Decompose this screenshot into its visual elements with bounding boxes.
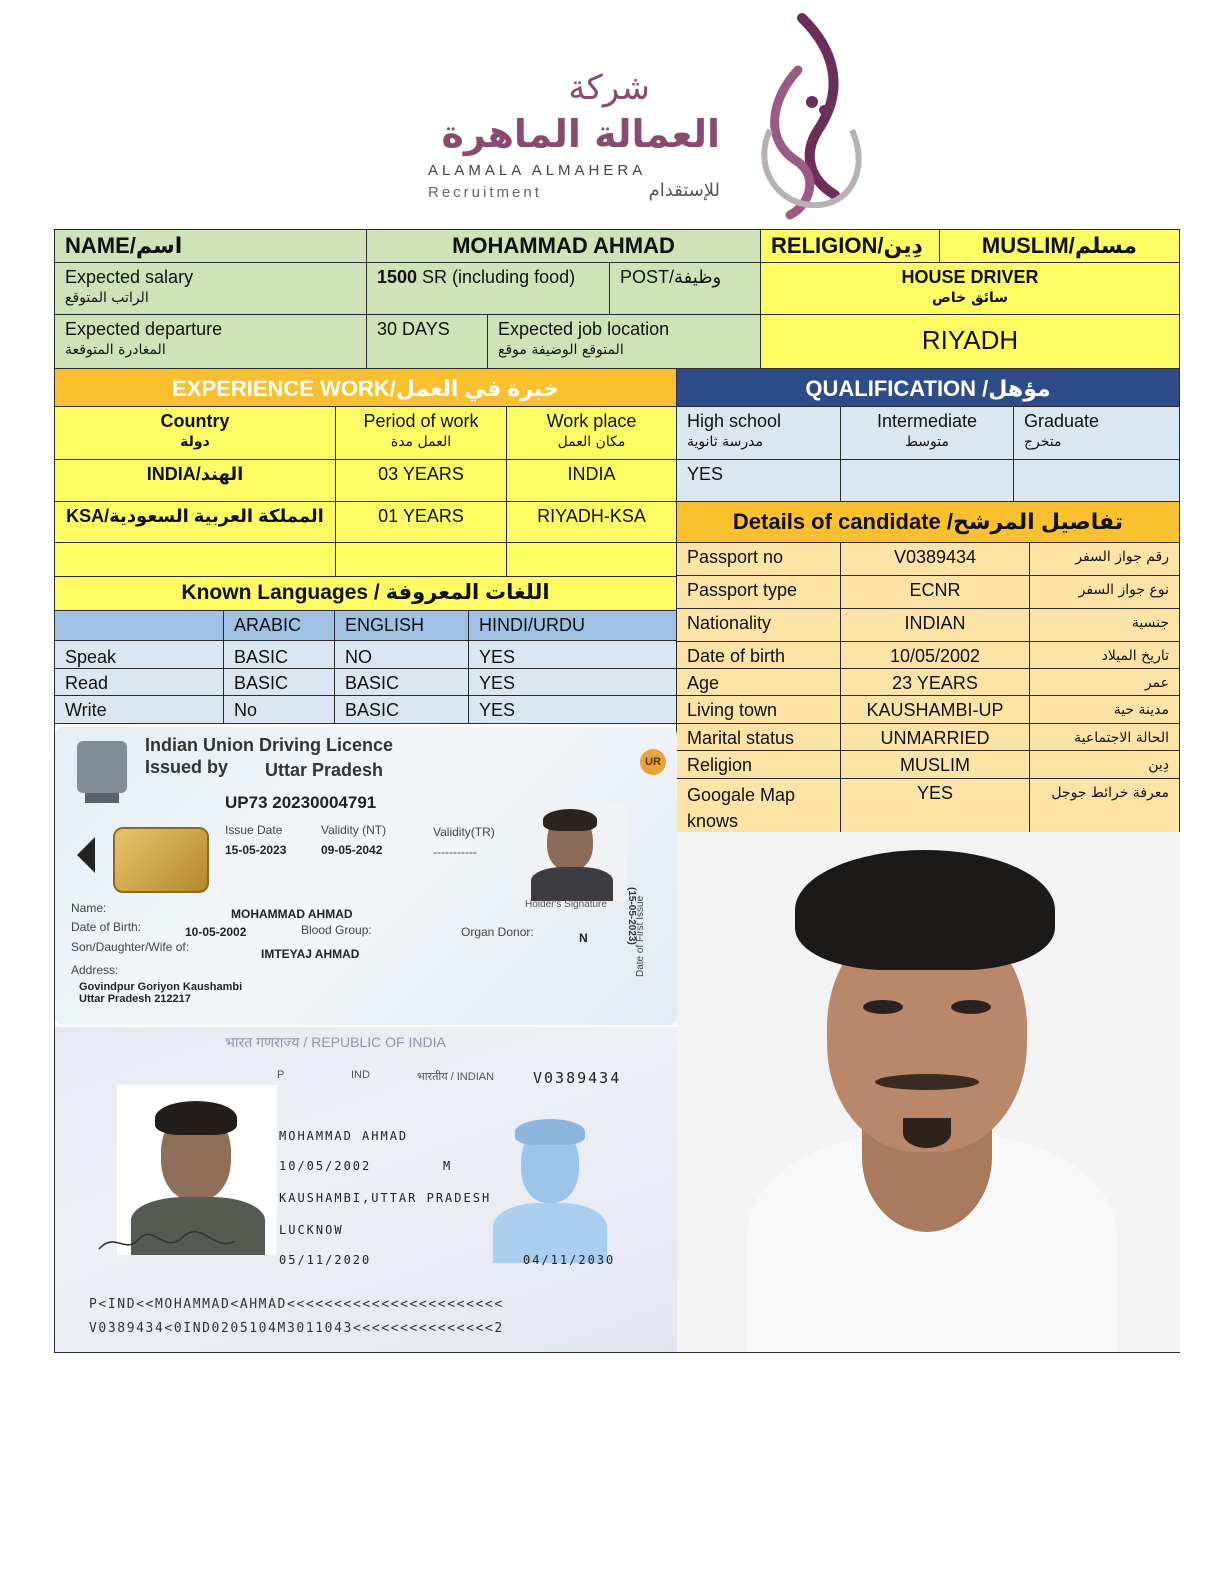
licence-validity-tr-label: Validity(TR) <box>433 825 495 839</box>
licence-organ-label: Organ Donor: <box>461 925 534 939</box>
details-row-1-arabic: رقم جواز السفر <box>1029 542 1180 576</box>
qual-header-graduate-en: Graduate <box>1024 411 1100 431</box>
candidate-hair <box>795 850 1055 970</box>
departure-label-cell <box>54 314 367 369</box>
details-row-1-label: Passport no <box>676 542 841 576</box>
passport-mrz-line1: P<IND<<MOHAMMAD<AHMAD<<<<<<<<<<<<<<<<<<<<<<< <box>89 1297 504 1312</box>
exp-header-country <box>54 406 336 460</box>
qual-header-intermediate-ar: متوسط <box>905 434 949 450</box>
licence-photo <box>517 805 627 901</box>
licence-address-label: Address: <box>71 963 119 977</box>
departure-value: 30 DAYS <box>366 314 488 369</box>
passport-image <box>55 1027 677 1352</box>
salary-label-ar: الراتب المتوقع <box>65 290 149 306</box>
licence-validity-nt: 09-05-2042 <box>321 843 383 857</box>
religion-value: MUSLIM/مسلم <box>939 229 1180 263</box>
lang-header-hindi-urdu: HINDI/URDU <box>468 610 677 641</box>
logo-arabic-line2: العمالة الماهرة <box>441 112 720 156</box>
experience-title: EXPERIENCE WORK/خبرة في العمل <box>54 368 677 407</box>
location-label: Expected job location <box>498 319 670 339</box>
licence-issue-date: 15-05-2023 <box>225 843 287 857</box>
qual-header-intermediate-en: Intermediate <box>876 411 978 431</box>
qual-value-intermediate <box>840 459 1014 502</box>
lang-skill-read: Read <box>54 668 224 696</box>
qual-header-graduate <box>1013 406 1180 460</box>
qual-header-highschool-ar: مدرسة ثانوية <box>687 434 763 450</box>
details-row-5-arabic: عمر <box>1029 668 1180 696</box>
exp-header-period-en: Period of work <box>363 411 479 431</box>
licence-blood-label: Blood Group: <box>301 923 372 937</box>
details-row-8-label: Religion <box>676 750 841 779</box>
details-title: Details of candidate /تفاصيل المرشح <box>676 501 1180 543</box>
licence-relation: IMTEYAJ AHMAD <box>261 947 360 961</box>
name-label: NAME/اسم <box>54 229 367 263</box>
logo-english-name: ALAMALA ALMAHERA <box>428 162 647 179</box>
exp-row-1-place: INDIA <box>506 459 677 502</box>
exp-row-3-period <box>335 542 507 577</box>
details-row-4-label: Date of birth <box>676 641 841 669</box>
licence-issue-label: Issue Date <box>225 823 283 837</box>
location-value: RIYADH <box>760 314 1180 369</box>
post-value-ar: سائق خاص <box>932 290 1008 306</box>
details-row-3-label: Nationality <box>676 608 841 642</box>
licence-chip-icon <box>113 827 209 893</box>
licence-name: MOHAMMAD AHMAD <box>231 907 353 921</box>
lang-read-hindi: YES <box>468 668 677 696</box>
licence-address-line2: Uttar Pradesh 212217 <box>79 993 191 1005</box>
passport-signature-icon <box>95 1225 245 1265</box>
details-row-6-arabic: مدينة حية <box>1029 695 1180 724</box>
ashoka-emblem-icon <box>67 733 137 811</box>
passport-given-names: MOHAMMAD AHMAD <box>279 1129 409 1143</box>
location-label-ar: المتوقع الوضيفة موقع <box>498 342 624 358</box>
passport-nationality: भारतीय / INDIAN <box>417 1071 495 1083</box>
exp-header-period <box>335 406 507 460</box>
licence-ur-badge: UR <box>640 749 666 775</box>
passport-place-birth: KAUSHAMBI,UTTAR PRADESH <box>279 1191 492 1205</box>
exp-header-place <box>506 406 677 460</box>
details-row-6-label: Living town <box>676 695 841 724</box>
details-row-5-label: Age <box>676 668 841 696</box>
departure-label-ar: المغادرة المتوقعة <box>65 342 166 358</box>
passport-type: P <box>277 1069 285 1081</box>
passport-ghost-photo <box>485 1107 615 1277</box>
lang-skill-speak: Speak <box>54 640 224 669</box>
qual-header-highschool <box>676 406 841 460</box>
qual-value-graduate <box>1013 459 1180 502</box>
salary-label: Expected salary <box>65 267 194 287</box>
exp-row-2-period: 01 YEARS <box>335 501 507 543</box>
lang-read-arabic: BASIC <box>223 668 335 696</box>
licence-address-line1: Govindpur Goriyon Kaushambi <box>79 981 243 993</box>
languages-title: Known Languages / اللغات المعروفة <box>54 576 677 611</box>
post-value: HOUSE DRIVER <box>901 267 1039 287</box>
logo-emblem-icon <box>740 10 880 225</box>
licence-issued-by: Issued by <box>145 757 229 777</box>
details-row-3-arabic: جنسية <box>1029 608 1180 642</box>
lang-skill-write: Write <box>54 695 224 724</box>
passport-header: भारत गणराज्य / REPUBLIC OF INDIA <box>225 1034 446 1050</box>
passport-code: IND <box>351 1069 370 1081</box>
passport-sex: M <box>443 1159 451 1173</box>
details-row-7-value: UNMARRIED <box>840 723 1030 751</box>
qual-header-intermediate <box>840 406 1014 460</box>
details-row-4-value: 10/05/2002 <box>840 641 1030 669</box>
salary-label-cell <box>54 262 367 315</box>
salary-note: SR (including food) <box>417 267 576 287</box>
exp-header-place-ar: مكان العمل <box>557 434 626 450</box>
details-row-2-arabic: نوع جواز السفر <box>1029 575 1180 609</box>
details-row-5-value: 23 YEARS <box>840 668 1030 696</box>
candidate-beard <box>903 1118 951 1148</box>
details-row-2-value: ECNR <box>840 575 1030 609</box>
lang-speak-hindi: YES <box>468 640 677 669</box>
religion-label: RELIGION/دِين <box>760 229 940 263</box>
location-label-cell <box>487 314 761 369</box>
details-row-7-arabic: الحالة الاجتماعية <box>1029 723 1180 751</box>
details-row-4-arabic: تاريخ الميلاد <box>1029 641 1180 669</box>
driving-licence-image <box>55 727 677 1025</box>
exp-header-country-ar: دولة <box>180 434 210 450</box>
licence-dob-label: Date of Birth: <box>71 920 142 934</box>
licence-name-label: Name: <box>71 901 107 915</box>
qual-value-highschool: YES <box>676 459 841 502</box>
lang-speak-english: NO <box>334 640 469 669</box>
qual-header-highschool-en: High school <box>687 411 782 431</box>
name-value: MOHAMMAD AHMAD <box>366 229 761 263</box>
details-row-3-value: INDIAN <box>840 608 1030 642</box>
licence-arrow-icon <box>77 837 95 873</box>
passport-dob: 10/05/2002 <box>279 1159 372 1173</box>
details-row-9-arabic: معرفة خرائط جوجل <box>1029 778 1180 833</box>
logo-arabic-line1: شركة <box>568 68 650 108</box>
exp-row-3-country <box>54 542 336 577</box>
lang-header-blank <box>54 610 224 641</box>
licence-holder-signature: Holder's Signature <box>525 899 607 910</box>
licence-number: UP73 20230004791 <box>225 793 377 812</box>
licence-validity-tr: ----------- <box>433 845 477 859</box>
qualification-title: QUALIFICATION /مؤهل <box>676 368 1180 407</box>
passport-number: V0389434 <box>533 1069 622 1087</box>
lang-read-english: BASIC <box>334 668 469 696</box>
exp-row-2-place: RIYADH-KSA <box>506 501 677 543</box>
lang-write-english: BASIC <box>334 695 469 724</box>
licence-first-issue-label: Date of First Issue <box>635 895 646 977</box>
exp-row-3-place <box>506 542 677 577</box>
details-row-9-value: YES <box>840 778 1030 833</box>
licence-organ-value: N <box>579 931 588 945</box>
exp-header-period-ar: العمل مدة <box>390 434 452 450</box>
passport-date-expiry: 04/11/2030 <box>523 1253 616 1267</box>
licence-validity-nt-label: Validity (NT) <box>321 823 387 837</box>
logo-recruitment-ar: للإستقدام <box>648 180 720 201</box>
details-row-8-value: MUSLIM <box>840 750 1030 779</box>
exp-row-1-period: 03 YEARS <box>335 459 507 502</box>
departure-label: Expected departure <box>65 319 223 339</box>
lang-header-english: ENGLISH <box>334 610 469 641</box>
candidate-moustache <box>875 1074 979 1090</box>
salary-amount: 1500 <box>377 267 418 287</box>
post-value-cell <box>760 262 1180 315</box>
details-row-6-value: KAUSHAMBI-UP <box>840 695 1030 724</box>
company-logo <box>420 10 890 225</box>
exp-header-place-en: Work place <box>546 411 637 431</box>
exp-header-country-en: Country <box>160 411 230 431</box>
licence-relation-label: Son/Daughter/Wife of: <box>71 940 190 954</box>
licence-state: Uttar Pradesh <box>265 760 384 780</box>
licence-first-issue-date: (15-05-2023) <box>626 887 637 945</box>
details-row-7-label: Marital status <box>676 723 841 751</box>
details-row-1-value: V0389434 <box>840 542 1030 576</box>
licence-title: Indian Union Driving Licence <box>145 735 394 755</box>
lang-write-arabic: No <box>223 695 335 724</box>
passport-mrz-line2: V0389434<0IND0205104M3011043<<<<<<<<<<<<<<<2 <box>89 1321 504 1336</box>
details-row-9-label: Googale Map knows <box>676 778 841 833</box>
post-label: POST/وظيفة <box>609 262 761 315</box>
details-row-8-arabic: دِين <box>1029 750 1180 779</box>
passport-place-issue: LUCKNOW <box>279 1223 344 1237</box>
qual-header-graduate-ar: متخرج <box>1024 434 1062 450</box>
exp-row-1-country: INDIA/الهند <box>54 459 336 502</box>
passport-date-issue: 05/11/2020 <box>279 1253 372 1267</box>
salary-value-cell <box>366 262 610 315</box>
details-row-2-label: Passport type <box>676 575 841 609</box>
logo-recruitment-en: Recruitment <box>428 184 542 201</box>
candidate-right-eye <box>951 1000 991 1014</box>
exp-row-2-country: KSA/المملكة العربية السعودية <box>54 501 336 543</box>
candidate-left-eye <box>863 1000 903 1014</box>
lang-header-arabic: ARABIC <box>223 610 335 641</box>
lang-speak-arabic: BASIC <box>223 640 335 669</box>
candidate-photo <box>677 832 1180 1352</box>
licence-dob: 10-05-2002 <box>185 925 247 939</box>
lang-write-hindi: YES <box>468 695 677 724</box>
